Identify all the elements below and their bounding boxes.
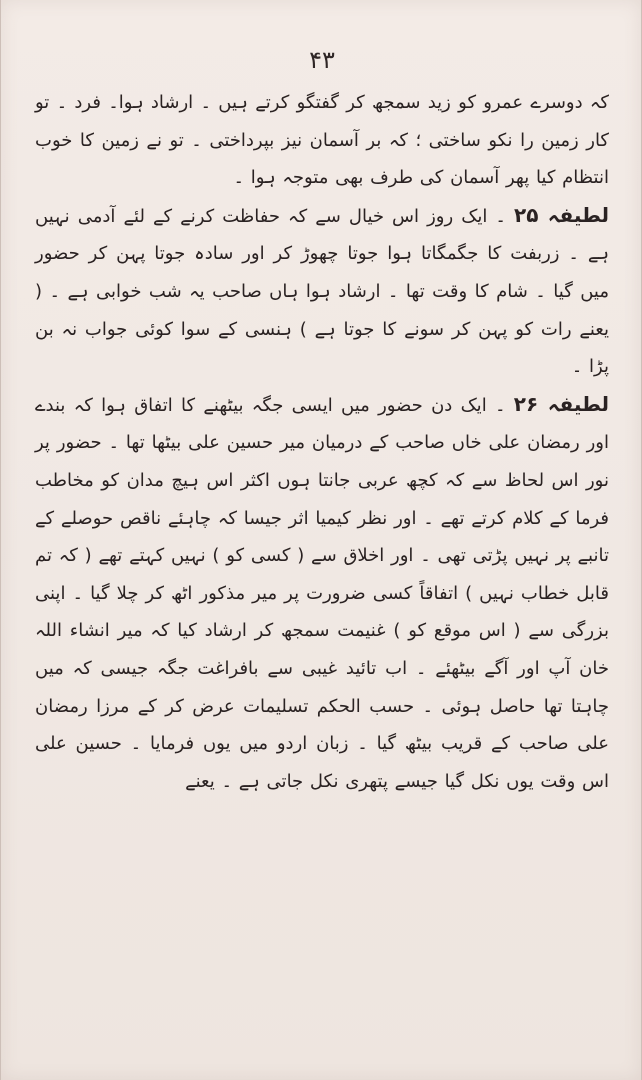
paragraph-text: کہ دوسرے عمرو کو زید سمجھ کر گفتگو کرتے ہیں ۔ ارشاد ہوا۔ فرد ۔ تو کار زمین را نکو ساختی ؛ کہ بر آسمان نیز بپرداختی ۔ تو نے زمین کا خوب انتظام کیا پھر آسمان کی طرف بھی متوجہ ہوا ۔ [35, 92, 609, 189]
page-text [35, 84, 609, 800]
latifa-heading: لطیفہ ۲۶ [513, 391, 610, 416]
paragraph-latifa-26 [35, 386, 609, 801]
paragraph-latifa-25 [35, 197, 609, 386]
paragraph-text: ۔ ایک دن حضور میں ایسی جگہ بیٹھنے کا اتفاق ہوا کہ بندے اور رمضان علی خاں صاحب کے درمیان میر حسین علی بیٹھا تھا ۔ حضور پر نور اس لحاظ سے کہ کچھ عربی جانتا ہوں اکثر اس ہیچ مدان کو مخاطب فرما کے کلام کرتے تھے ۔ اور نظر کیمیا اثر جیسا کہ چاہئے ناقص حوصلے کے تانبے پر نہیں پڑتی تھی ۔ اور اخلاق سے ( کسی کو ) نہیں کہتے تھے ( کہ تم قابل خطاب نہیں ) اتفاقاً کسی ضرورت پر میر مذکور اٹھ کر چلا گیا ۔ اپنی بزرگی سے ( اس موقع کو ) غنیمت سمجھ کر ارشاد کیا کہ میر انشاء اللہ خان آپ اور آگے بیٹھئے ۔ اب تائید غیبی سے بافراغت جگہ جیسی کہ میں چاہتا تھا حاصل ہوئی ۔ حسب الحکم تسلیمات عرض کر کے مرزا رمضان علی صاحب کے قریب بیٹھ گیا ۔ زبان اردو میں یوں فرمایا ۔ حسین علی اس وقت یوں نکل گیا جیسے پتھری نکل جاتی ہے ۔ یعنے [35, 394, 609, 792]
page-number: ۴۳ [309, 46, 335, 74]
paragraph-continuation [35, 84, 609, 197]
latifa-heading: لطیفہ ۲۵ [514, 202, 610, 227]
paragraph-text: ۔ ایک روز اس خیال سے کہ حفاظت کرنے کے لئے آدمی نہیں ہے ۔ زربفت کا جگمگاتا ہوا جوتا چھوڑ کر اور سادہ جوتا پہن کر حضور میں گیا ۔ شام کا وقت تھا ۔ ارشاد ہوا ہاں صاحب یہ شب خوابی ہے ۔ ( یعنے رات کو پہن کر سونے کا جوتا ہے ) ہنسی کے سوا کوئی جواب نہ بن پڑا ۔ [35, 205, 609, 378]
